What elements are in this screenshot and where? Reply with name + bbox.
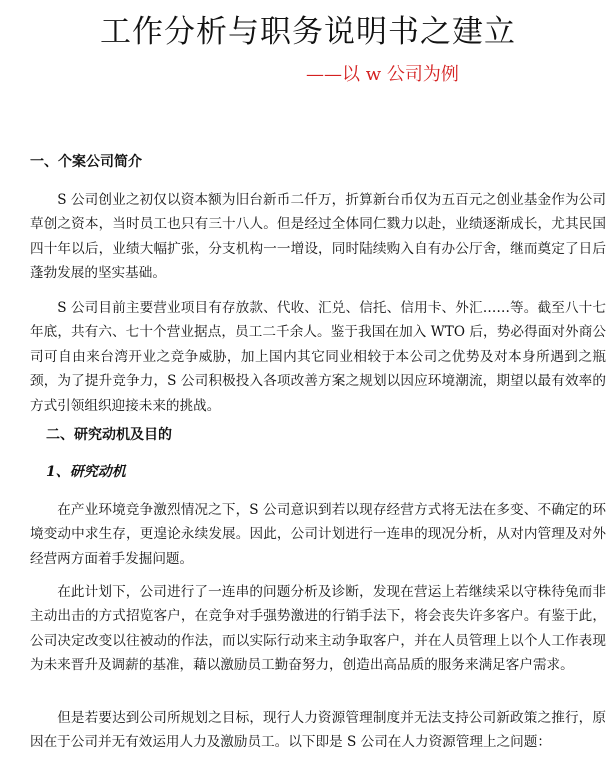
section-heading-company-intro: 一、个案公司简介 <box>30 154 142 170</box>
document-subtitle: ——以 w 公司为例 <box>306 64 459 85</box>
paragraph-company-business: S 公司目前主要营业项目有存放款、代收、汇兑、信托、信用卡、外汇……等。截至八十七年底，共有六、七十个营业据点，员工二千余人。鉴于我国在加入 WTO 后，势必得面对外商公司可自由来台湾开业之竞争威胁，加上国内其它同业相较于本公司之优势及对本身所遇到之瓶颈，为了提升竞争力，S 公司积极投入各项改善方案之规划以因应环境潮流，期望以最有效率的方式引领组织迎接未来的挑战。 <box>30 300 606 414</box>
paragraph-company-founding: S 公司创业之初仅以资本额为旧台新币二仟万，折算新台币仅为五百元之创业基金作为公司草创之资本，当时员工也只有三十八人。但是经过全体同仁戮力以赴，业绩逐渐成长，尤其民国四十年以后，业绩大幅扩张，分支机构一一增设，同时陆续购入自有办公厅舍，继而奠定了日后蓬勃发展的坚实基础。 <box>30 192 606 282</box>
section-heading-research-motivation: 二、研究动机及目的 <box>46 427 172 443</box>
document-title: 工作分析与职务说明书之建立 <box>100 14 516 50</box>
subsection-heading-motivation: 1、研究动机 <box>46 464 126 480</box>
paragraph-problem-analysis: 在此计划下，公司进行了一连串的问题分析及诊断，发现在营运上若继续采以守株待兔而非主动出击的方式招览客户，在竞争对手强势激进的行销手法下，将会丧失许多客户。有鉴于此，公司决定改变以往被动的作法，而以实际行动来主动争取客户，并在人员管理上以个人工作表现为未来晋升及调薪的基准，藉以激励员工勤奋努力，创造出高品质的服务来满足客户需求。 <box>30 584 606 674</box>
paragraph-industry-competition: 在产业环境竞争激烈情况之下，S 公司意识到若以现存经营方式将无法在多变、不确定的环境变动中求生存，更遑论永续发展。因此，公司计划进行一连串的现况分析，从对内管理及对外经营两方面着手发掘问题。 <box>30 502 606 567</box>
paragraph-hr-problems: 但是若要达到公司所规划之目标，现行人力资源管理制度并无法支持公司新政策之推行，原因在于公司并无有效运用人力及激励员工。以下即是 S 公司在人力资源管理上之问题： <box>30 710 606 751</box>
